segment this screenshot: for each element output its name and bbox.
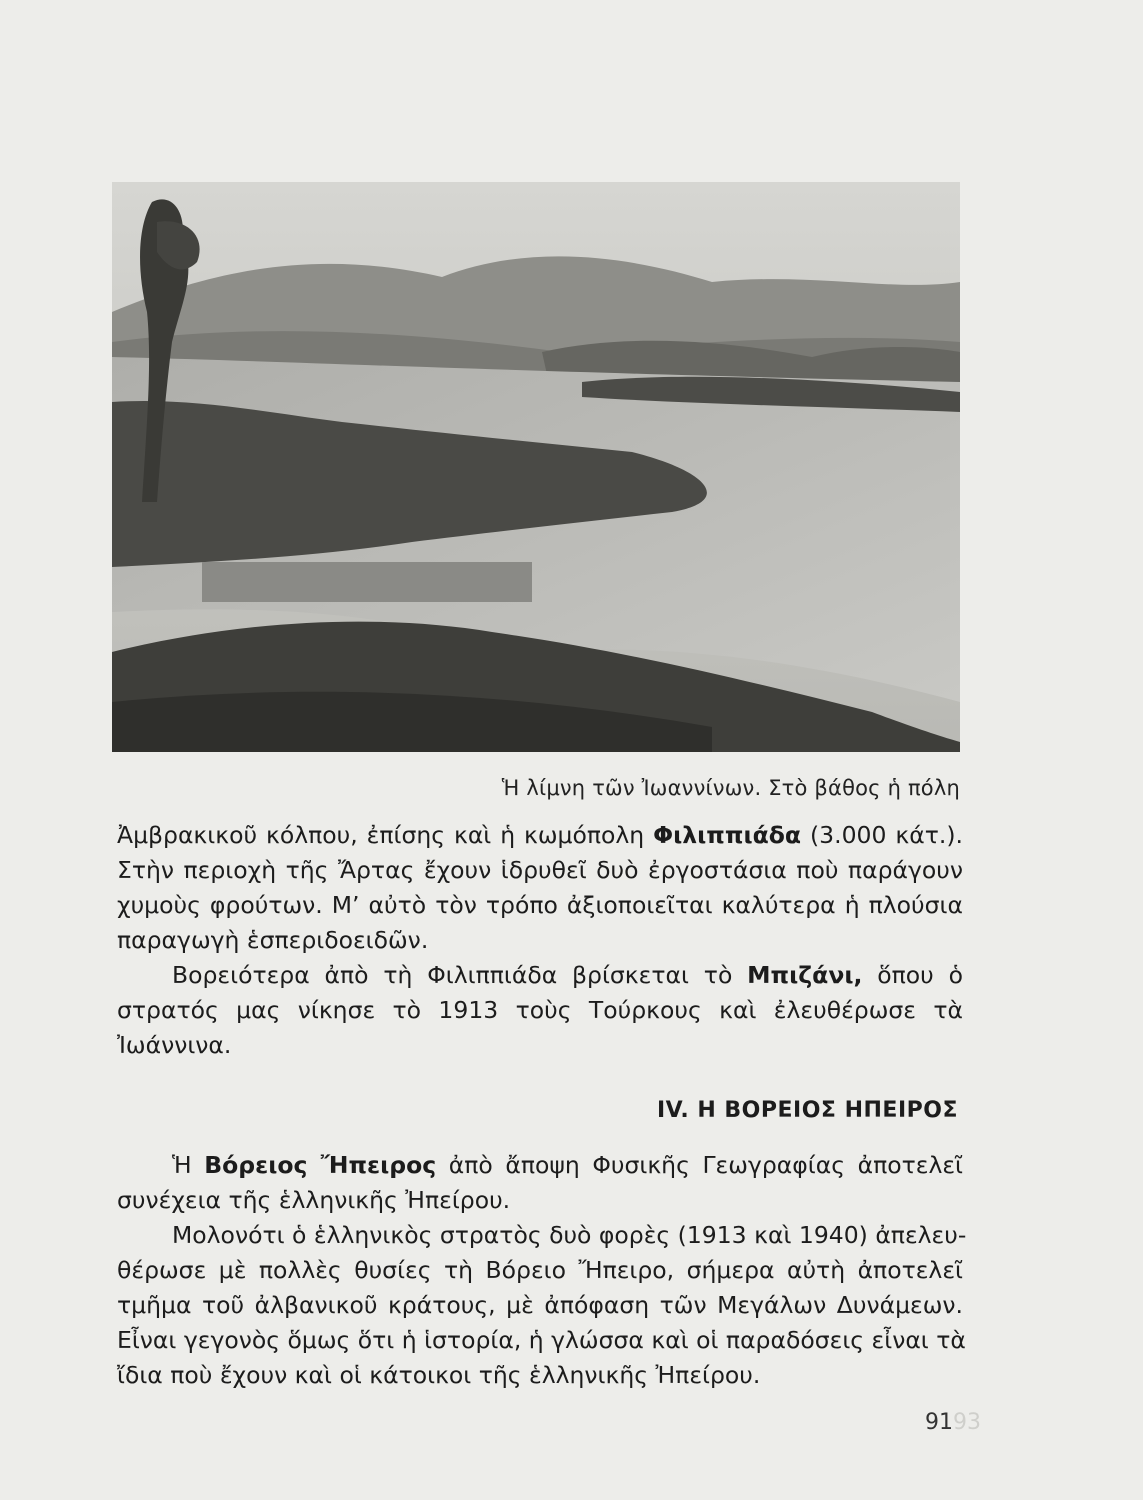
text-line: Μολονότι ὁ ἑλληνικὸς στρατὸς δυὸ φορὲς (1913 καὶ 1940) ἀπελευ- xyxy=(172,1221,967,1249)
text-line xyxy=(117,1148,963,1183)
photo-illustration xyxy=(112,182,960,752)
page-number-bleed: 93 xyxy=(953,1410,981,1435)
paragraph-northern-epirus xyxy=(117,1148,963,1218)
page-number xyxy=(925,1410,981,1435)
text-line: τμῆμα τοῦ ἀλβανικοῦ κράτους, μὲ ἀπόφαση τῶν Μεγάλων Δυνάμεων. xyxy=(117,1291,963,1319)
text-line: στρατός μας νίκησε τὸ 1913 τοὺς Τούρκους καὶ ἐλευθέρωσε τὰ xyxy=(117,996,963,1024)
text-line: Ἰωάννινα. xyxy=(117,1031,232,1059)
text-line: συνέχεια τῆς ἑλληνικῆς Ἠπείρου. xyxy=(117,1186,511,1214)
photo-caption: Ἡ λίμνη τῶν Ἰωαννίνων. Στὸ βάθος ἡ πόλη xyxy=(501,776,960,800)
paragraph-bizani xyxy=(117,958,963,1063)
bold-term: Φιλιππιάδα xyxy=(653,821,802,849)
text-span: Ἀμβρακικοῦ κόλπου, ἐπίσης καὶ ἡ κωμόπολη xyxy=(117,821,654,849)
text-line: Στὴν περιοχὴ τῆς Ἄρτας ἔχουν ἱδρυθεῖ δυὸ ἐργοστάσια ποὺ παράγουν xyxy=(117,856,963,884)
text-span: Ἡ xyxy=(172,1151,205,1179)
bold-term: Βόρειος Ἤπειρος xyxy=(204,1151,437,1179)
lake-ioannina-photo xyxy=(112,182,960,752)
text-line: χυμοὺς φρούτων. Μ’ αὐτὸ τὸν τρόπο ἀξιοποιεῖται καλύτερα ἡ πλούσια xyxy=(117,891,963,919)
text-span: ὅπου ὁ xyxy=(862,961,963,989)
page-number-value: 91 xyxy=(925,1410,953,1435)
paragraph-history xyxy=(117,1218,967,1393)
text-span: ἀπὸ ἄποψη Φυσικῆς Γεωγραφίας ἀποτελεῖ xyxy=(436,1151,964,1179)
paragraph-arta xyxy=(117,818,963,958)
bold-term: Μπιζάνι, xyxy=(747,961,863,989)
text-line xyxy=(117,818,963,853)
text-line: θέρωσε μὲ πολλὲς θυσίες τὴ Βόρειο Ἤπειρο, σήμερα αὐτὴ ἀποτελεῖ xyxy=(117,1256,963,1284)
text-span: (3.000 κάτ.). xyxy=(801,821,963,849)
text-line xyxy=(117,958,963,993)
section-heading: IV. Η ΒΟΡΕΙΟΣ ΗΠΕΙΡΟΣ xyxy=(656,1098,958,1123)
text-line: παραγωγὴ ἑσπεριδοειδῶν. xyxy=(117,926,429,954)
text-line: ἴδια ποὺ ἔχουν καὶ οἱ κάτοικοι τῆς ἑλληνικῆς Ἠπείρου. xyxy=(117,1361,761,1389)
text-span: Βορειότερα ἀπὸ τὴ Φιλιππιάδα βρίσκεται τὸ xyxy=(172,961,748,989)
text-line: Εἶναι γεγονὸς ὅμως ὅτι ἡ ἱστορία, ἡ γλώσσα καὶ οἱ παραδόσεις εἶναι τὰ xyxy=(117,1326,966,1354)
